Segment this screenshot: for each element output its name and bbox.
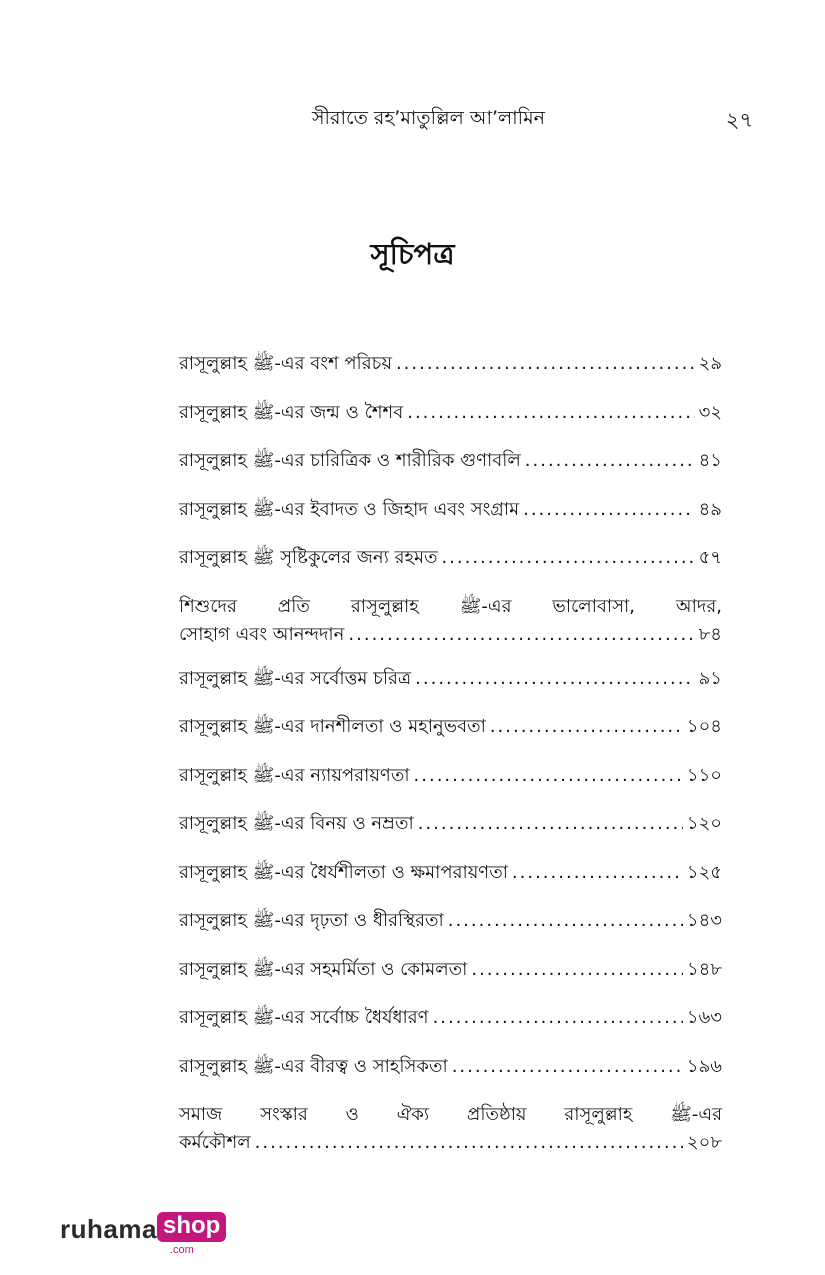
- toc-entry-page: ১১০: [686, 764, 722, 786]
- toc-entry-title-line1: শিশুদের প্রতি রাসূলুল্লাহ ﷺ-এর ভালোবাসা, আদর,: [179, 595, 722, 617]
- toc-entry: [179, 764, 722, 788]
- toc-entry: [179, 715, 722, 739]
- toc-entry-title: রাসূলুল্লাহ ﷺ-এর চারিত্রিক ও শারীরিক গুণাবলি: [179, 450, 521, 471]
- dot-leader: [523, 498, 695, 522]
- toc-entry: [179, 1103, 722, 1155]
- running-header: [0, 104, 825, 134]
- toc-entry-title: রাসূলুল্লাহ ﷺ-এর জন্ম ও শৈশব: [179, 401, 404, 423]
- toc-entry-page: ১৪৩: [686, 910, 722, 931]
- toc-entry-title-line1: সমাজ সংস্কার ও ঐক্য প্রতিষ্ঠায় রাসূলুল্লাহ ﷺ-এর: [179, 1104, 722, 1125]
- toc-entry-page: ৯১: [698, 667, 722, 689]
- toc-entry-page: ২০৮: [686, 1132, 722, 1153]
- toc-entry-title: রাসূলুল্লাহ ﷺ-এর দৃঢ়তা ও ধীরস্থিরতা: [179, 910, 444, 931]
- toc-entry-title: রাসূলুল্লাহ ﷺ-এর বংশ পরিচয়: [179, 353, 392, 374]
- toc-entry-title: রাসূলুল্লাহ ﷺ-এর ন্যায়পরায়ণতা: [179, 764, 410, 786]
- dot-leader: [418, 812, 683, 836]
- toc-entry-page: ১২৫: [686, 861, 722, 883]
- toc-entry-page: ১২০: [686, 813, 722, 834]
- toc-entry-title: রাসূলুল্লাহ ﷺ-এর ইবাদত ও জিহাদ এবং সংগ্রাম: [179, 498, 520, 520]
- dot-leader: [415, 667, 694, 691]
- running-title: সীরাতে রহ’মাতুল্লিল আ’লামিন: [312, 107, 546, 129]
- logo-shop-badge: shop: [157, 1212, 226, 1242]
- dot-leader: [512, 861, 683, 885]
- toc-entry: [179, 352, 722, 376]
- toc-entry-title: রাসূলুল্লাহ ﷺ-এর সর্বোচ্চ ধৈর্যধারণ: [179, 1007, 429, 1028]
- toc-entry-page: ৮৪: [698, 623, 722, 645]
- toc-entry-page: ১৬৩: [686, 1007, 722, 1028]
- table-of-contents: [179, 352, 722, 1175]
- toc-entry: [179, 812, 722, 836]
- toc-entry-title: রাসূলুল্লাহ ﷺ সৃষ্টিকুলের জন্য রহমত: [179, 547, 438, 568]
- toc-entry: [179, 595, 722, 647]
- toc-entry: [179, 958, 722, 982]
- toc-entry-title: রাসূলুল্লাহ ﷺ-এর বিনয় ও নম্রতা: [179, 813, 414, 834]
- toc-entry: [179, 1055, 722, 1079]
- dot-leader: [441, 546, 694, 570]
- dot-leader: [433, 1006, 683, 1030]
- toc-entry-page: ৫৭: [698, 547, 722, 568]
- toc-entry: [179, 909, 722, 933]
- toc-entry-page: ১৪৮: [686, 958, 722, 980]
- toc-entry-title: রাসূলুল্লাহ ﷺ-এর বীরত্ব ও সাহসিকতা: [179, 1055, 448, 1077]
- dot-leader: [407, 401, 694, 425]
- toc-entry-page: ১০৪: [686, 716, 722, 737]
- dot-leader: [255, 1131, 683, 1155]
- toc-entry-title-line2: সোহাগ এবং আনন্দদান: [179, 623, 345, 645]
- dot-leader: [471, 958, 683, 982]
- toc-entry-page: ৪৯: [698, 498, 722, 520]
- page-number: ২৭: [725, 108, 753, 132]
- dot-leader: [490, 715, 683, 739]
- toc-entry-page: ১৯৬: [686, 1055, 722, 1077]
- toc-entry: [179, 401, 722, 425]
- dot-leader: [525, 449, 695, 473]
- toc-entry: [179, 449, 722, 473]
- toc-entry-page: ৩২: [698, 401, 722, 423]
- toc-entry: [179, 861, 722, 885]
- logo-domain: .com: [170, 1244, 194, 1256]
- toc-entry-title: রাসূলুল্লাহ ﷺ-এর সহমর্মিতা ও কোমলতা: [179, 958, 468, 980]
- toc-entry: [179, 667, 722, 691]
- dot-leader: [452, 1055, 683, 1079]
- dot-leader: [414, 764, 683, 788]
- dot-leader: [448, 909, 683, 933]
- toc-entry: [179, 498, 722, 522]
- toc-entry-page: ২৯: [698, 353, 722, 374]
- toc-entry: [179, 546, 722, 570]
- dot-leader: [348, 623, 694, 647]
- toc-entry-title-line2: কর্মকৌশল: [179, 1132, 251, 1153]
- toc-entry-title: রাসূলুল্লাহ ﷺ-এর দানশীলতা ও মহানুভবতা: [179, 716, 486, 737]
- toc-entry-title: রাসূলুল্লাহ ﷺ-এর ধৈর্যশীলতা ও ক্ষমাপরায়ণতা: [179, 861, 508, 883]
- dot-leader: [396, 352, 695, 376]
- toc-entry-page: ৪১: [698, 450, 722, 471]
- ruhamashop-logo: [60, 1212, 230, 1262]
- toc-entry-title: রাসূলুল্লাহ ﷺ-এর সর্বোত্তম চরিত্র: [179, 667, 412, 689]
- logo-wordmark: ruhama: [60, 1214, 157, 1244]
- page-title: সূচিপত্র: [370, 237, 455, 271]
- toc-entry: [179, 1006, 722, 1030]
